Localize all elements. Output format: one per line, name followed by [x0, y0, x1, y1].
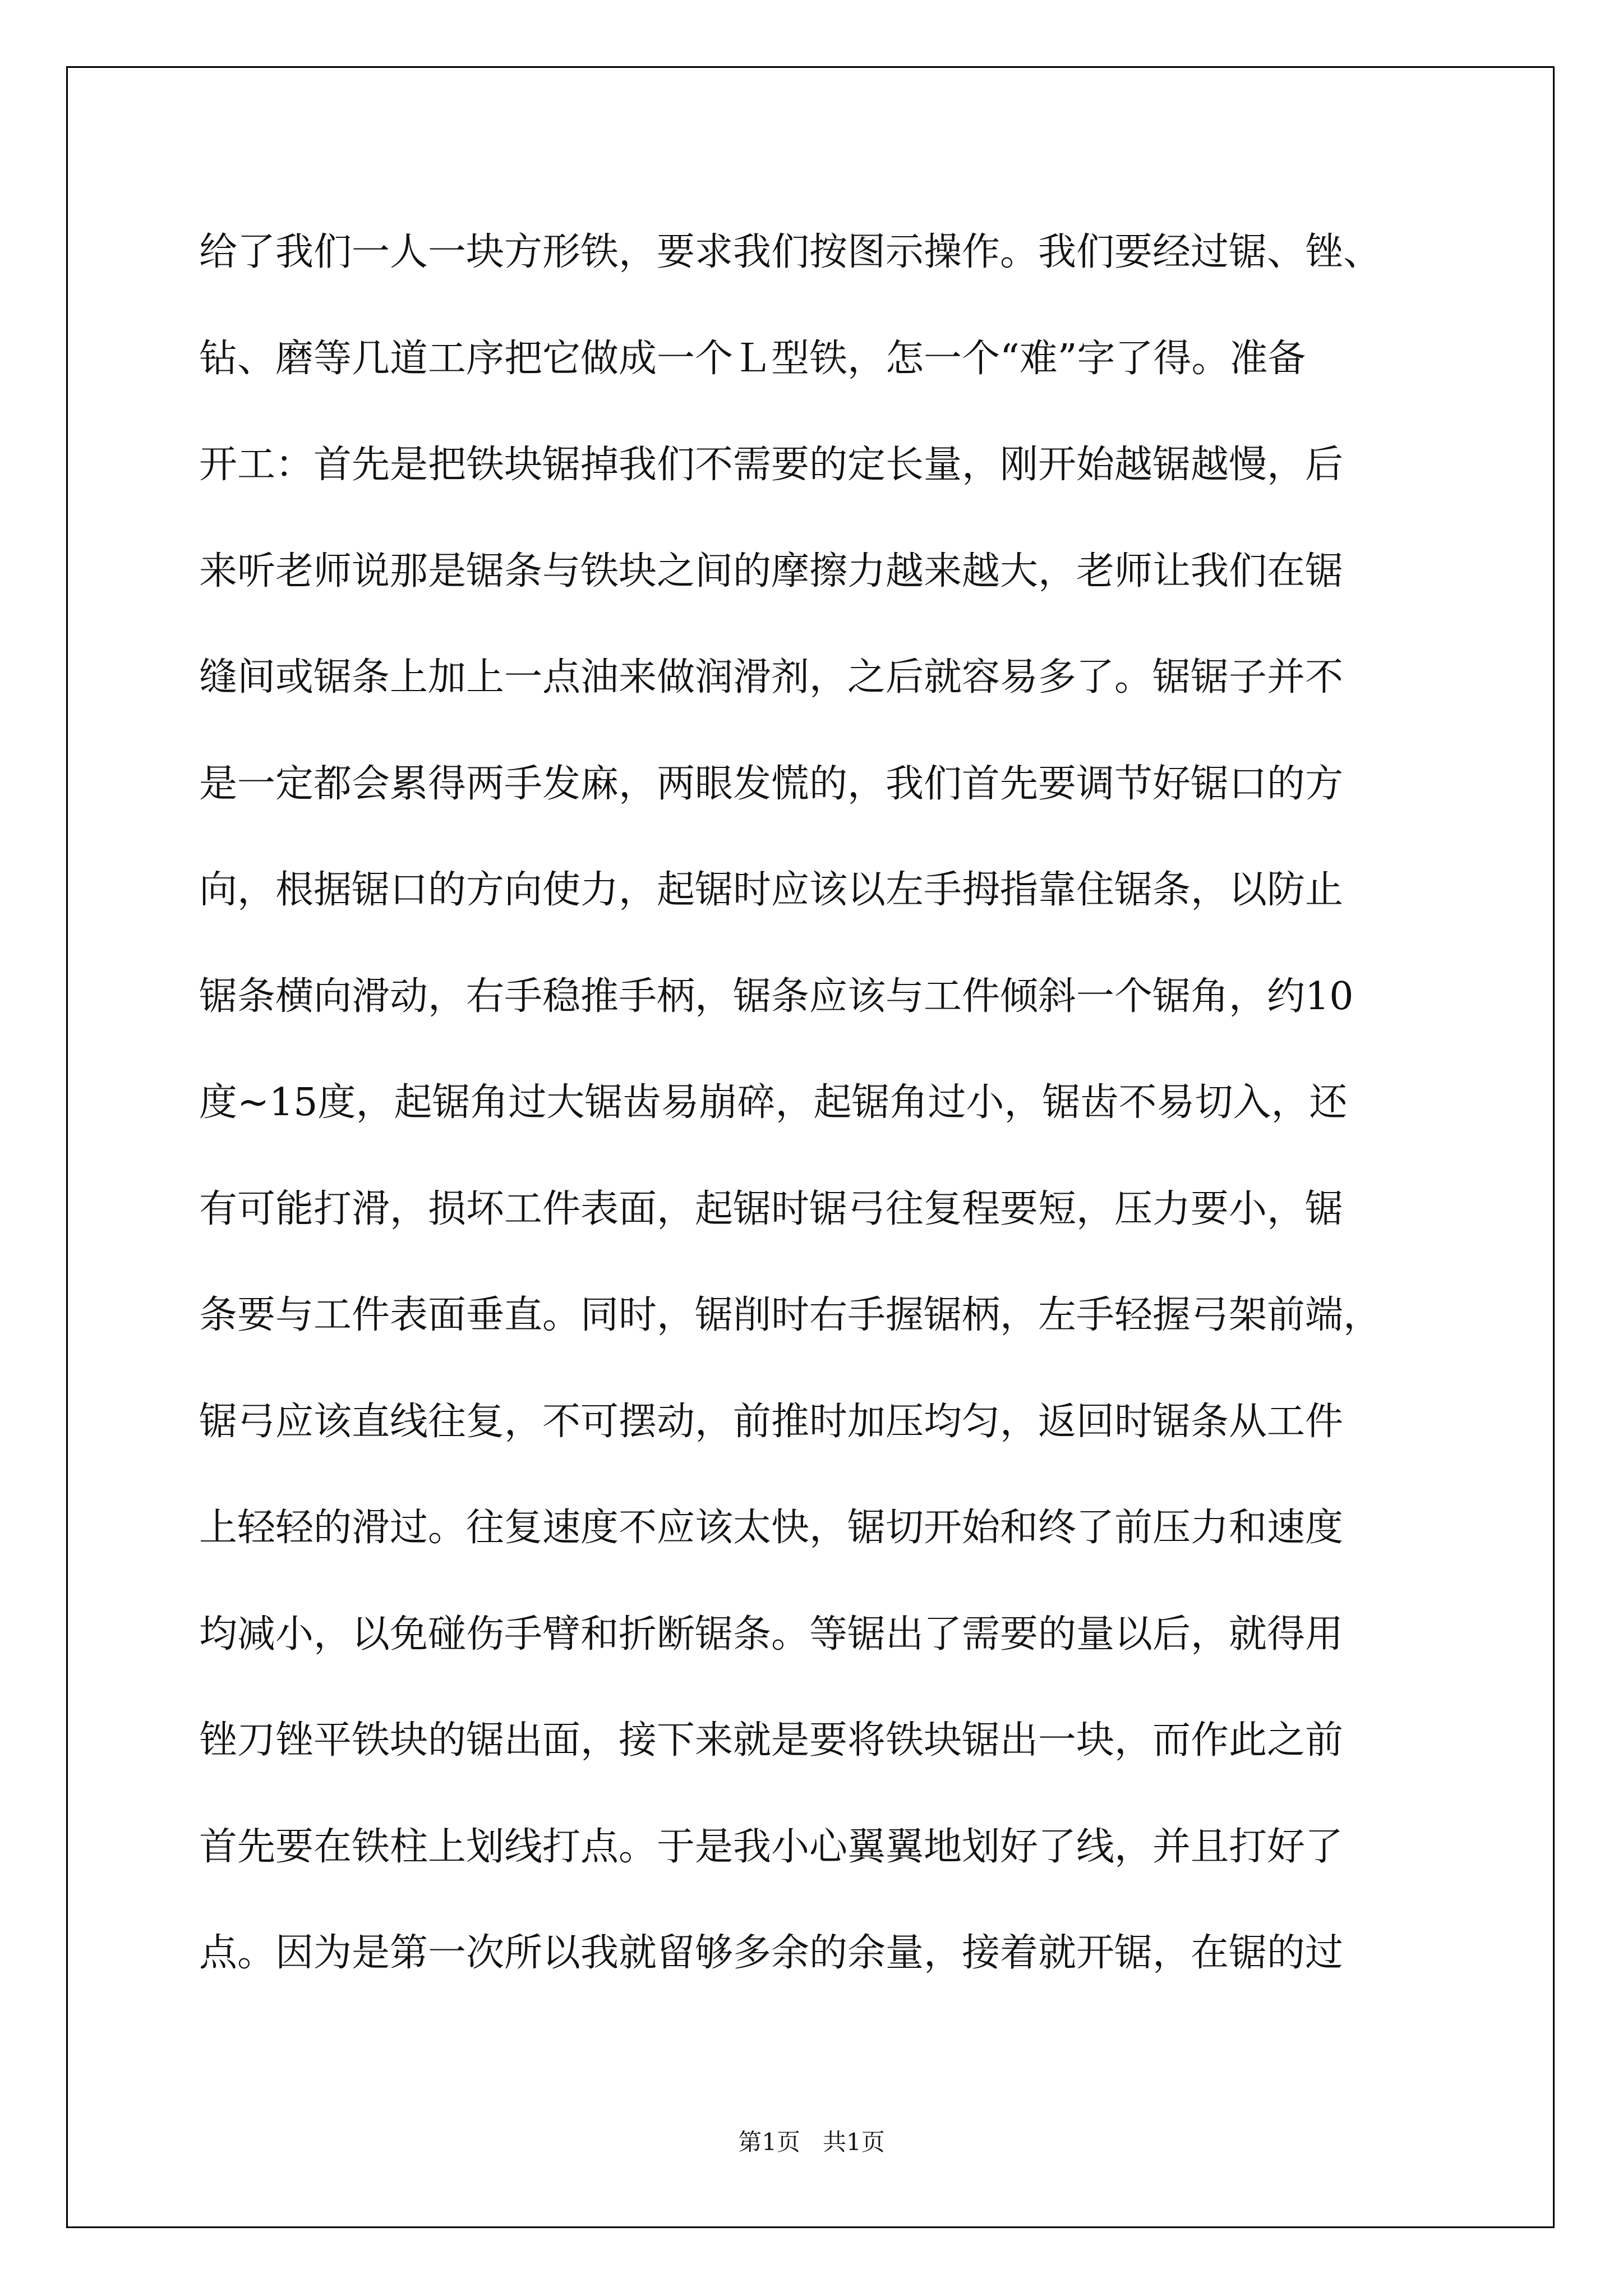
text-line: 有可能打滑，损坏工件表面，起锯时锯弓往复程要短，压力要小，锯 — [199, 1186, 1344, 1231]
text-line: 度~15度，起锯角过大锯齿易崩碎，起锯角过小，锯齿不易切入，还 — [199, 1080, 1348, 1125]
text-line: 来听老师说那是锯条与铁块之间的摩擦力越来越大，老师让我们在锯 — [199, 549, 1344, 593]
text-line: 给了我们一人一块方形铁，要求我们按图示操作。我们要经过锯、锉、 — [199, 230, 1382, 274]
text-line: 均减小，以免碰伤手臂和折断锯条。等锯出了需要的量以后，就得用 — [199, 1612, 1344, 1657]
text-line: 条要与工件表面垂直。同时，锯削时右手握锯柄，左手轻握弓架前端， — [199, 1293, 1382, 1337]
text-line: 首先要在铁柱上划线打点。于是我小心翼翼地划好了线，并且打好了 — [199, 1824, 1344, 1869]
text-line: 锯弓应该直线往复，不可摆动，前推时加压均匀，返回时锯条从工件 — [199, 1399, 1344, 1444]
text-line: 向，根据锯口的方向使力，起锯时应该以左手拇指靠住锯条，以防止 — [199, 868, 1344, 912]
text-line: 锉刀锉平铁块的锯出面，接下来就是要将铁块锯出一块，而作此之前 — [199, 1718, 1344, 1763]
text-line: 是一定都会累得两手发麻，两眼发慌的，我们首先要调节好锯口的方 — [199, 761, 1344, 806]
text-line: 钻、磨等几道工序把它做成一个Ｌ型铁，怎一个“难”字了得。准备 — [199, 336, 1306, 381]
text-line: 点。因为是第一次所以我就留够多余的余量，接着就开锯，在锯的过 — [199, 1931, 1344, 1975]
document-body — [199, 199, 1433, 2007]
text-line: 缝间或锯条上加上一点油来做润滑剂，之后就容易多了。锯锯子并不 — [199, 655, 1344, 700]
text-line: 上轻轻的滑过。往复速度不应该太快，锯切开始和终了前压力和速度 — [199, 1506, 1344, 1550]
text-line: 锯条横向滑动，右手稳推手柄，锯条应该与工件倾斜一个锯角，约10 — [199, 974, 1354, 1019]
page-footer: 第1页 共1页 — [738, 2128, 885, 2156]
text-line: 开工：首先是把铁块锯掉我们不需要的定长量，刚开始越锯越慢，后 — [199, 443, 1344, 487]
